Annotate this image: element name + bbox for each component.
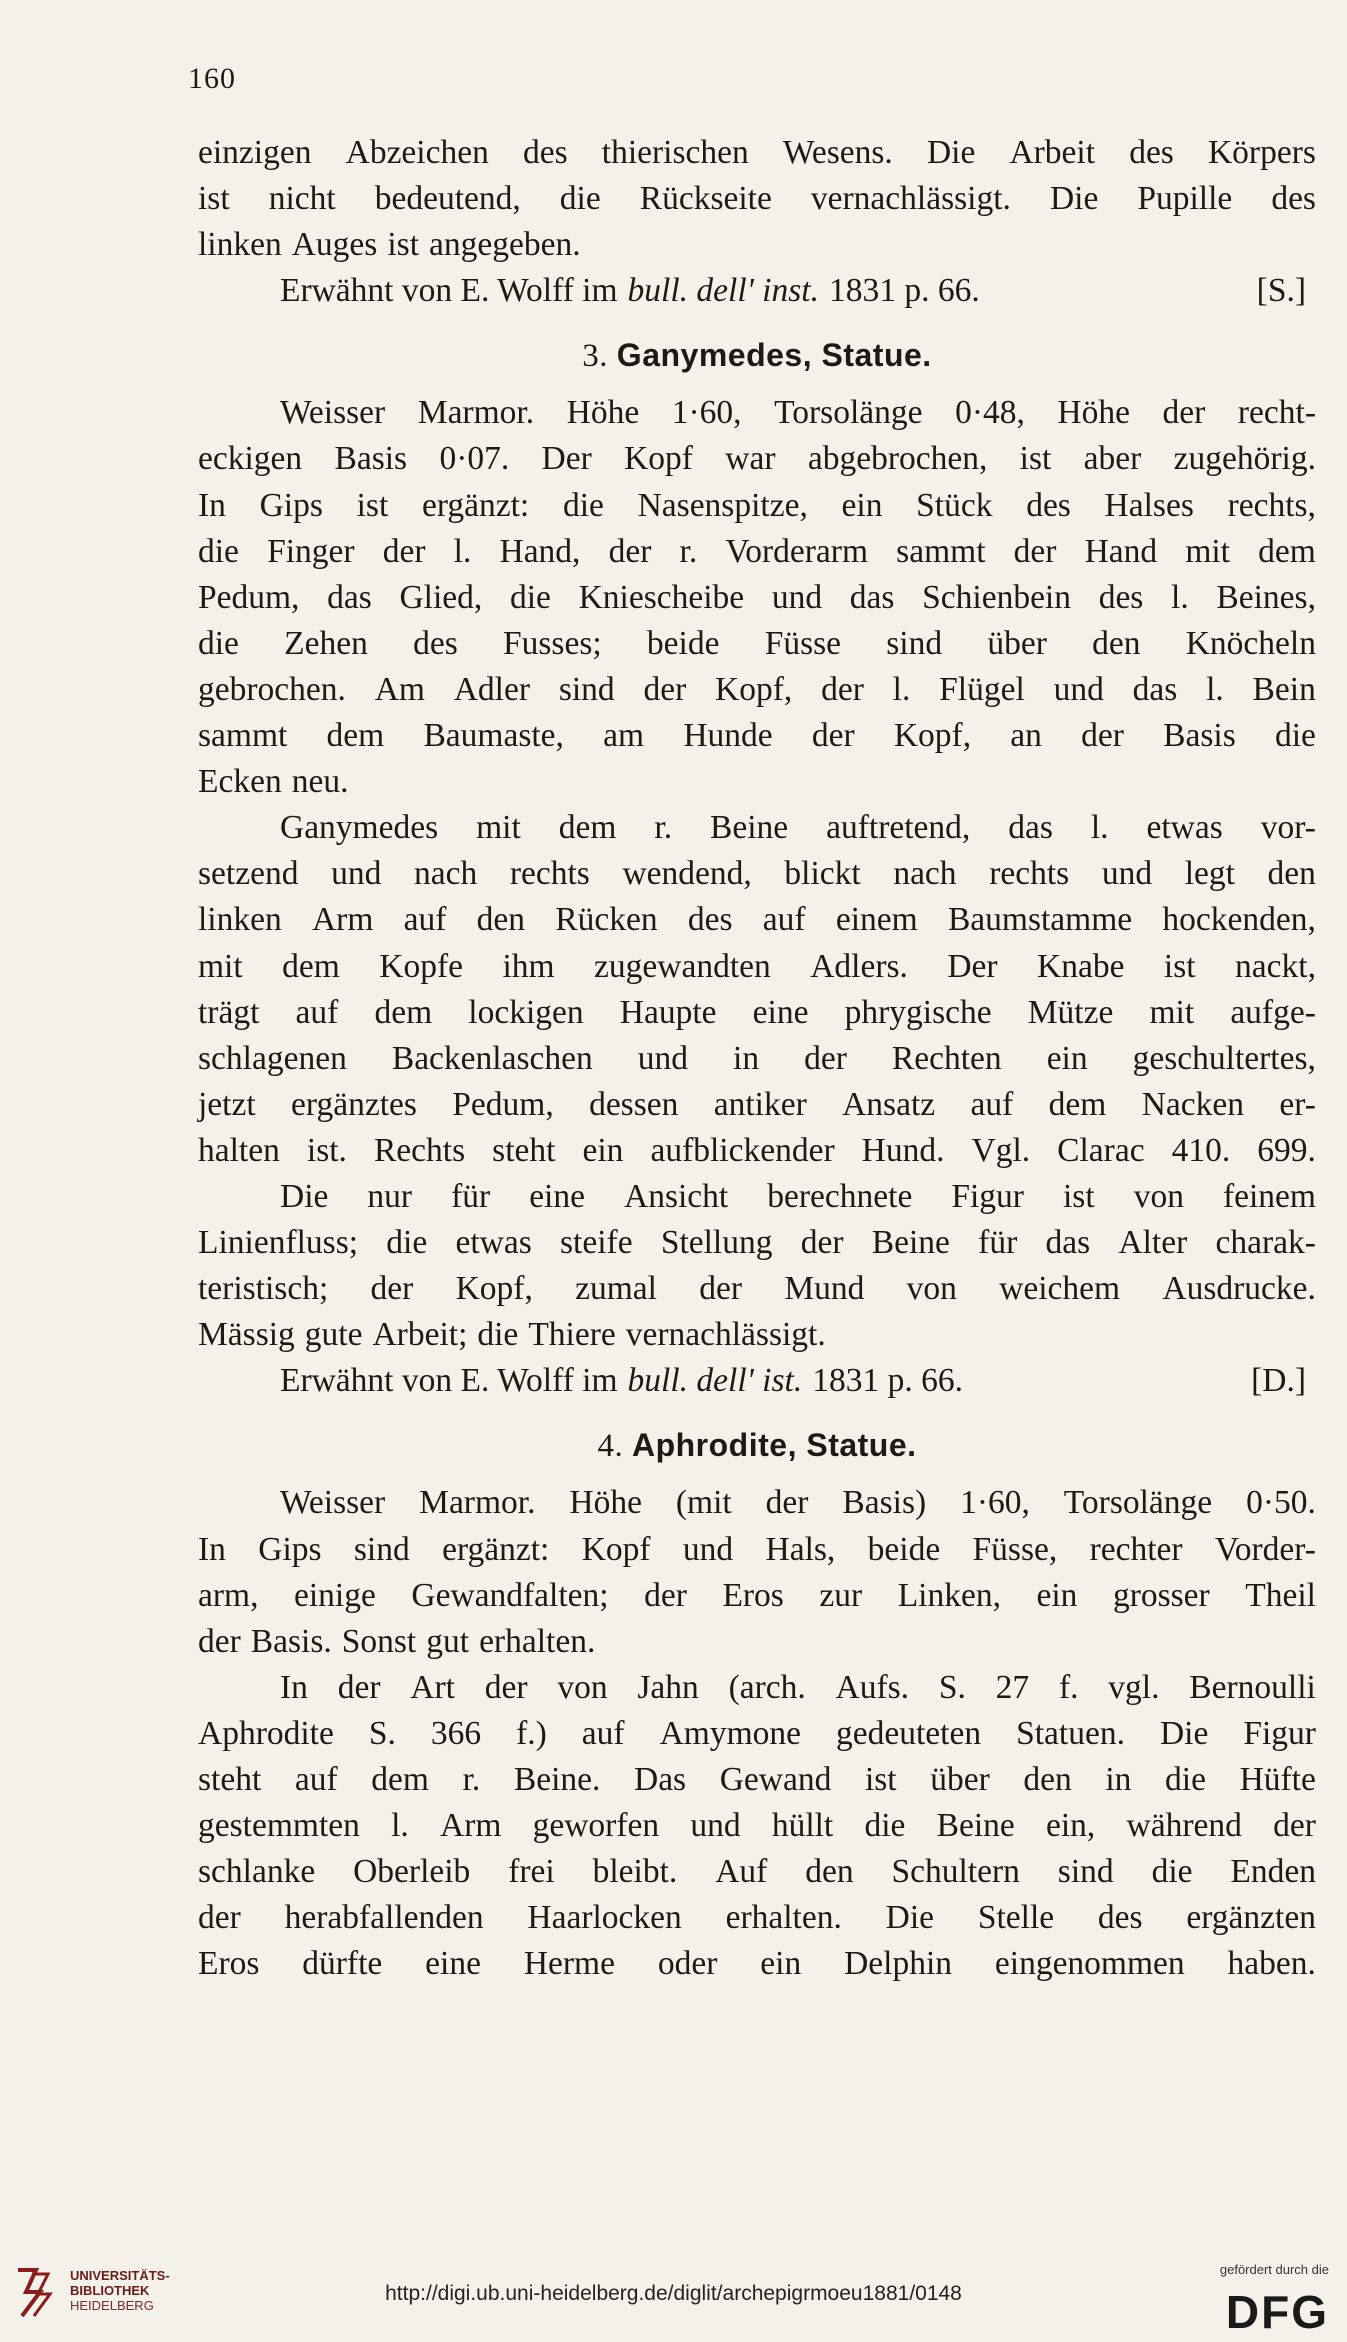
reference-post: 1831 p. 66.: [828, 272, 980, 310]
text-line: Aphrodite S. 366 f.) auf Amymone gedeuteten Statuen. Die Figur: [198, 1714, 1316, 1752]
section-title: Ganymedes, Statue.: [616, 337, 932, 374]
text-line: trägt auf dem lockigen Haupte eine phrygische Mütze mit aufge-: [198, 993, 1316, 1031]
text-line: die Finger der l. Hand, der r. Vorderarm sammt der Hand mit dem: [198, 532, 1316, 570]
text-line: linken Auges ist angegeben.: [198, 226, 581, 264]
page-number: 160: [188, 62, 236, 95]
text-line: arm, einige Gewandfalten; der Eros zur Linken, ein grosser Theil: [198, 1576, 1316, 1614]
text-line: linken Arm auf den Rücken des auf einem Baumstamme hockenden,: [198, 901, 1316, 939]
text-line: teristisch; der Kopf, zumal der Mund von weichem Ausdrucke.: [198, 1270, 1316, 1308]
text-line: Weisser Marmor. Höhe (mit der Basis) 1·60, Torsolänge 0·50.: [280, 1484, 1316, 1522]
reference-sig: [D.]: [1251, 1362, 1306, 1400]
text-line: schlanke Oberleib frei bleibt. Auf den Schultern sind die Enden: [198, 1853, 1316, 1891]
text-line: sammt dem Baumaste, am Hunde der Kopf, an der Basis die: [198, 717, 1316, 755]
text-line: schlagenen Backenlaschen und in der Rechten ein geschultertes,: [198, 1039, 1316, 1077]
text-line: Eros dürfte eine Herme oder ein Delphin eingenommen haben.: [198, 1945, 1316, 1983]
reference-pre: Erwähnt von E. Wolff im: [280, 272, 618, 310]
reference-pre: Erwähnt von E. Wolff im: [280, 1362, 618, 1400]
reference-italic: bull. dell' ist.: [627, 1362, 803, 1400]
text-line: mit dem Kopfe ihm zugewandten Adlers. Der Knabe ist nackt,: [198, 947, 1316, 985]
text-line: eckigen Basis 0·07. Der Kopf war abgebrochen, ist aber zugehörig.: [198, 440, 1316, 478]
text-line: In Gips ist ergänzt: die Nasenspitze, ein Stück des Halses rechts,: [198, 486, 1316, 524]
text-line: die Zehen des Fusses; beide Füsse sind über den Knöcheln: [198, 624, 1316, 662]
reference-italic: bull. dell' inst.: [627, 272, 819, 310]
section-number: 4.: [597, 1428, 632, 1465]
library-name-line: HEIDELBERG: [70, 2298, 154, 2313]
reference-post: 1831 p. 66.: [812, 1362, 963, 1400]
text-line: setzend und nach rechts wendend, blickt nach rechts und legt den: [198, 855, 1316, 893]
section-heading: [198, 314, 1316, 390]
section-title: Aphrodite, Statue.: [631, 1427, 917, 1464]
text-line: Mässig gute Arbeit; die Thiere vernachlässigt.: [198, 1316, 826, 1354]
text-line: einzigen Abzeichen des thierischen Wesens. Die Arbeit des Körpers: [198, 134, 1316, 171]
library-name-line: BIBLIOTHEK: [70, 2283, 150, 2298]
text-line: ist nicht bedeutend, die Rückseite vernachlässigt. Die Pupille des: [198, 180, 1316, 218]
section-heading: [198, 1404, 1316, 1480]
text-line: gestemmten l. Arm geworfen und hüllt die Beine ein, während der: [198, 1807, 1316, 1845]
text-line: In der Art der von Jahn (arch. Aufs. S. 27 f. vgl. Bernoulli: [280, 1668, 1316, 1706]
text-line: Pedum, das Glied, die Kniescheibe und das Schienbein des l. Beines,: [198, 578, 1316, 616]
text-line: Ecken neu.: [198, 763, 349, 801]
text-line: Ganymedes mit dem r. Beine auftretend, das l. etwas vor-: [280, 809, 1316, 847]
text-line: gebrochen. Am Adler sind der Kopf, der l. Flügel und das l. Bein: [198, 670, 1316, 708]
funder-label: gefördert durch die: [1219, 2262, 1329, 2277]
text-line: Linienfluss; die etwas steife Stellung der Beine für das Alter charak-: [198, 1224, 1316, 1262]
text-line: jetzt ergänztes Pedum, dessen antiker Ansatz auf dem Nacken er-: [198, 1085, 1316, 1123]
text-line: In Gips sind ergänzt: Kopf und Hals, beide Füsse, rechter Vorder-: [198, 1530, 1316, 1568]
dfg-logo: DFG: [1225, 2286, 1329, 2338]
reference-sig: [S.]: [1256, 272, 1306, 310]
text-line: halten ist. Rechts steht ein aufblickender Hund. Vgl. Clarac 410. 699.: [198, 1131, 1316, 1169]
text-line: der Basis. Sonst gut erhalten.: [198, 1622, 596, 1660]
body-text: [198, 130, 1316, 1987]
text-line: Weisser Marmor. Höhe 1·60, Torsolänge 0·48, Höhe der recht-: [280, 394, 1316, 432]
reference-line: [198, 1358, 1316, 1404]
text-line: der herabfallenden Haarlocken erhalten. Die Stelle des ergänzten: [198, 1899, 1316, 1937]
reference-line: [198, 268, 1316, 314]
text-line: steht auf dem r. Beine. Das Gewand ist über den in die Hüfte: [198, 1761, 1316, 1798]
library-name-line: UNIVERSITÄTS-: [70, 2268, 170, 2283]
section-number: 3.: [582, 338, 617, 375]
text-line: Die nur für eine Ansicht berechnete Figur ist von feinem: [280, 1177, 1316, 1215]
source-url-link[interactable]: http://digi.ub.uni-heidelberg.de/diglit/archepigrmoeu1881/0148: [385, 2282, 962, 2305]
